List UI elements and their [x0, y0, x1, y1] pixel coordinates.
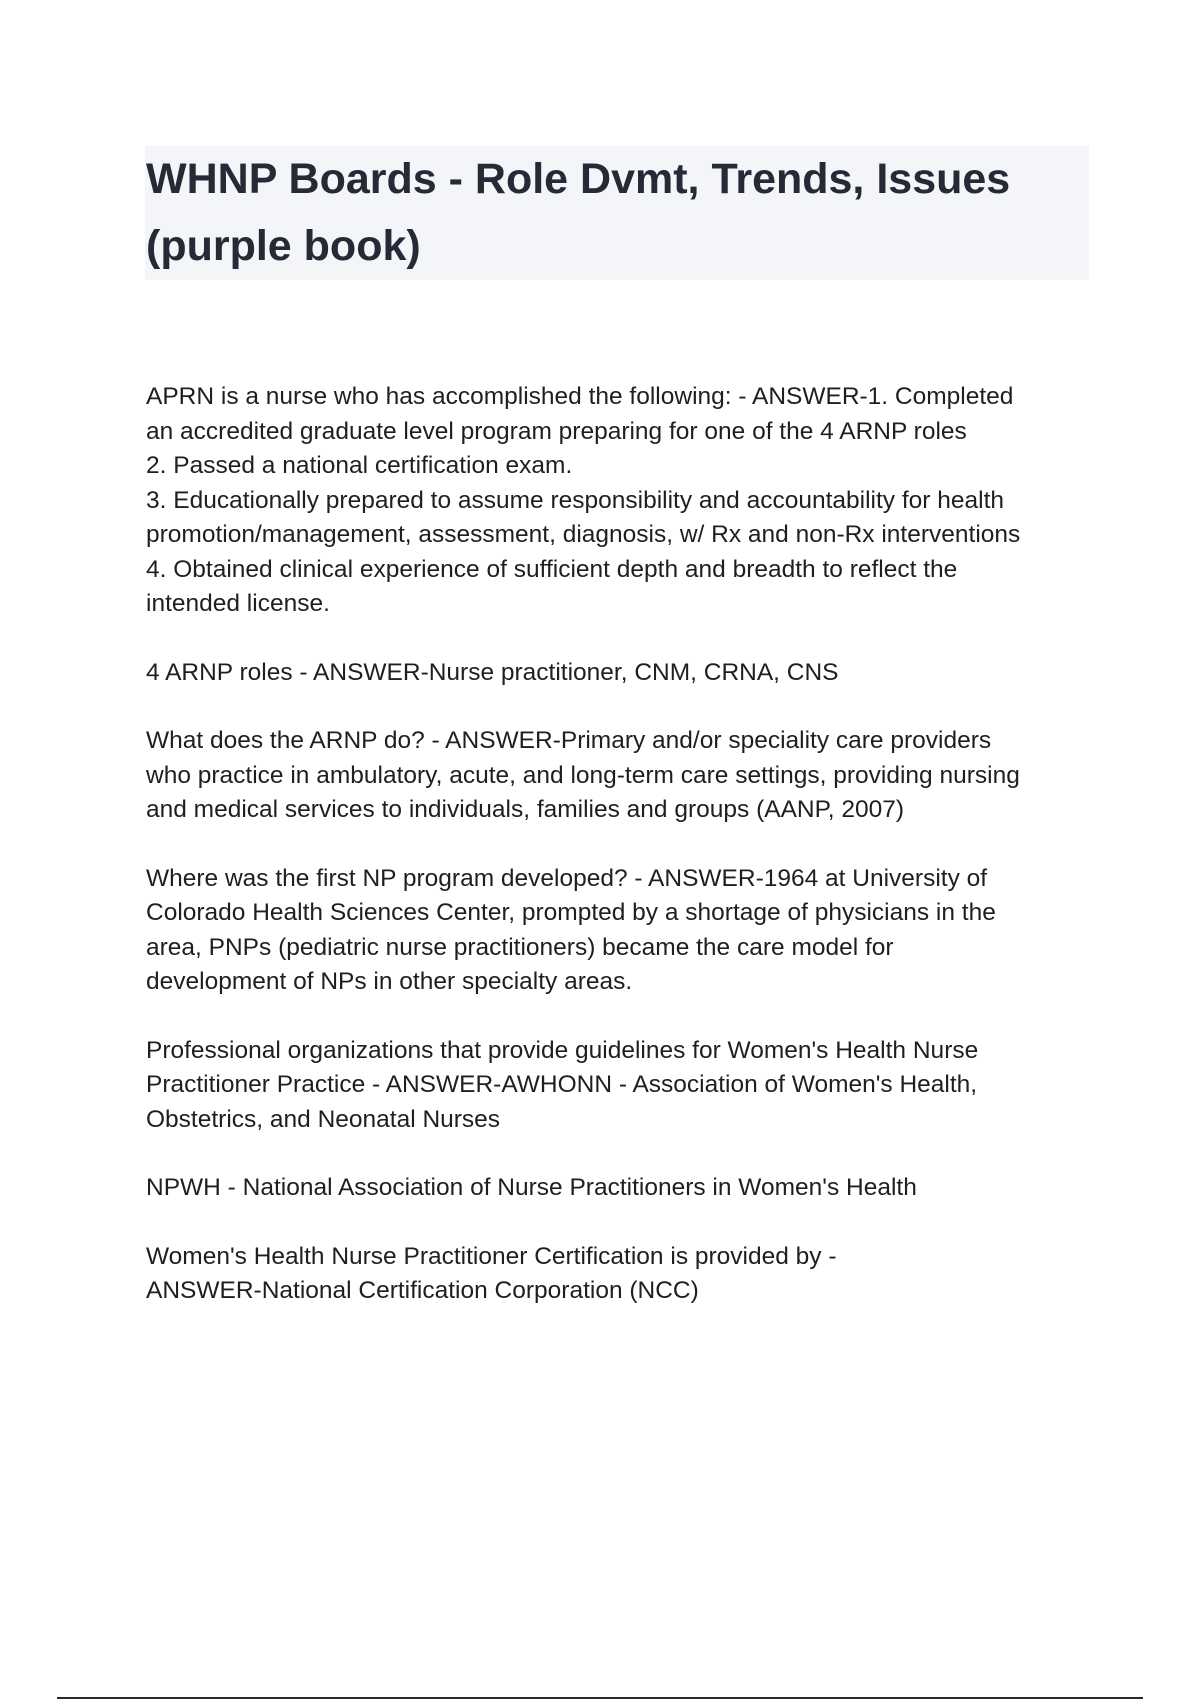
page-bottom-divider: [57, 1697, 1143, 1699]
text-line: 4. Obtained clinical experience of sufficient depth and breadth to reflect the: [146, 555, 958, 583]
qa-entry-certification: [146, 1240, 1096, 1309]
text-line: 2. Passed a national certification exam.: [146, 452, 573, 479]
text-line: Women's Health Nurse Practitioner Certification is provided by -: [146, 1242, 837, 1270]
text-line: Practitioner Practice - ANSWER-AWHONN - Association of Women's Health,: [146, 1071, 978, 1098]
text-line: development of NPs in other specialty areas.: [146, 968, 633, 995]
text-line: Obstetrics, and Neonatal Nurses: [146, 1105, 501, 1133]
qa-content: [146, 380, 1096, 1343]
text-line: ANSWER-National Certification Corporation (NCC): [146, 1277, 699, 1304]
text-line: intended license.: [146, 590, 330, 617]
text-line: NPWH - National Association of Nurse Practitioners in Women's Health: [146, 1174, 917, 1201]
qa-entry-professional-organizations: [146, 1034, 1096, 1138]
text-line: an accredited graduate level program preparing for one of the 4 ARNP roles: [146, 417, 967, 445]
title-line-2: (purple book): [146, 222, 421, 270]
text-line: APRN is a nurse who has accomplished the following: - ANSWER-1. Completed: [146, 383, 1014, 410]
qa-entry-arnp-roles: [146, 656, 1096, 691]
text-line: promotion/management, assessment, diagnosis, w/ Rx and non-Rx interventions: [146, 521, 1021, 548]
qa-entry-arnp-duties: [146, 724, 1096, 828]
text-line: who practice in ambulatory, acute, and long-term care settings, providing nursing: [146, 761, 1020, 789]
text-line: What does the ARNP do? - ANSWER-Primary and/or speciality care providers: [146, 727, 992, 754]
text-line: 4 ARNP roles - ANSWER-Nurse practitioner, CNM, CRNA, CNS: [146, 658, 839, 686]
text-line: 3. Educationally prepared to assume responsibility and accountability for health: [146, 486, 1005, 514]
qa-entry-first-np-program: [146, 862, 1096, 1000]
qa-entry-aprn-definition: [146, 380, 1096, 622]
title-banner: [145, 146, 1089, 280]
qa-entry-npwh: [146, 1171, 1096, 1206]
text-line: area, PNPs (pediatric nurse practitioners) became the care model for: [146, 933, 894, 961]
text-line: Colorado Health Sciences Center, prompted by a shortage of physicians in the: [146, 899, 996, 926]
page-title: [146, 146, 1089, 280]
text-line: Professional organizations that provide guidelines for Women's Health Nurse: [146, 1036, 979, 1064]
text-line: and medical services to individuals, families and groups (AANP, 2007): [146, 796, 905, 823]
text-line: Where was the first NP program developed? - ANSWER-1964 at University of: [146, 864, 988, 892]
title-line-1: WHNP Boards - Role Dvmt, Trends, Issues: [146, 155, 1011, 203]
